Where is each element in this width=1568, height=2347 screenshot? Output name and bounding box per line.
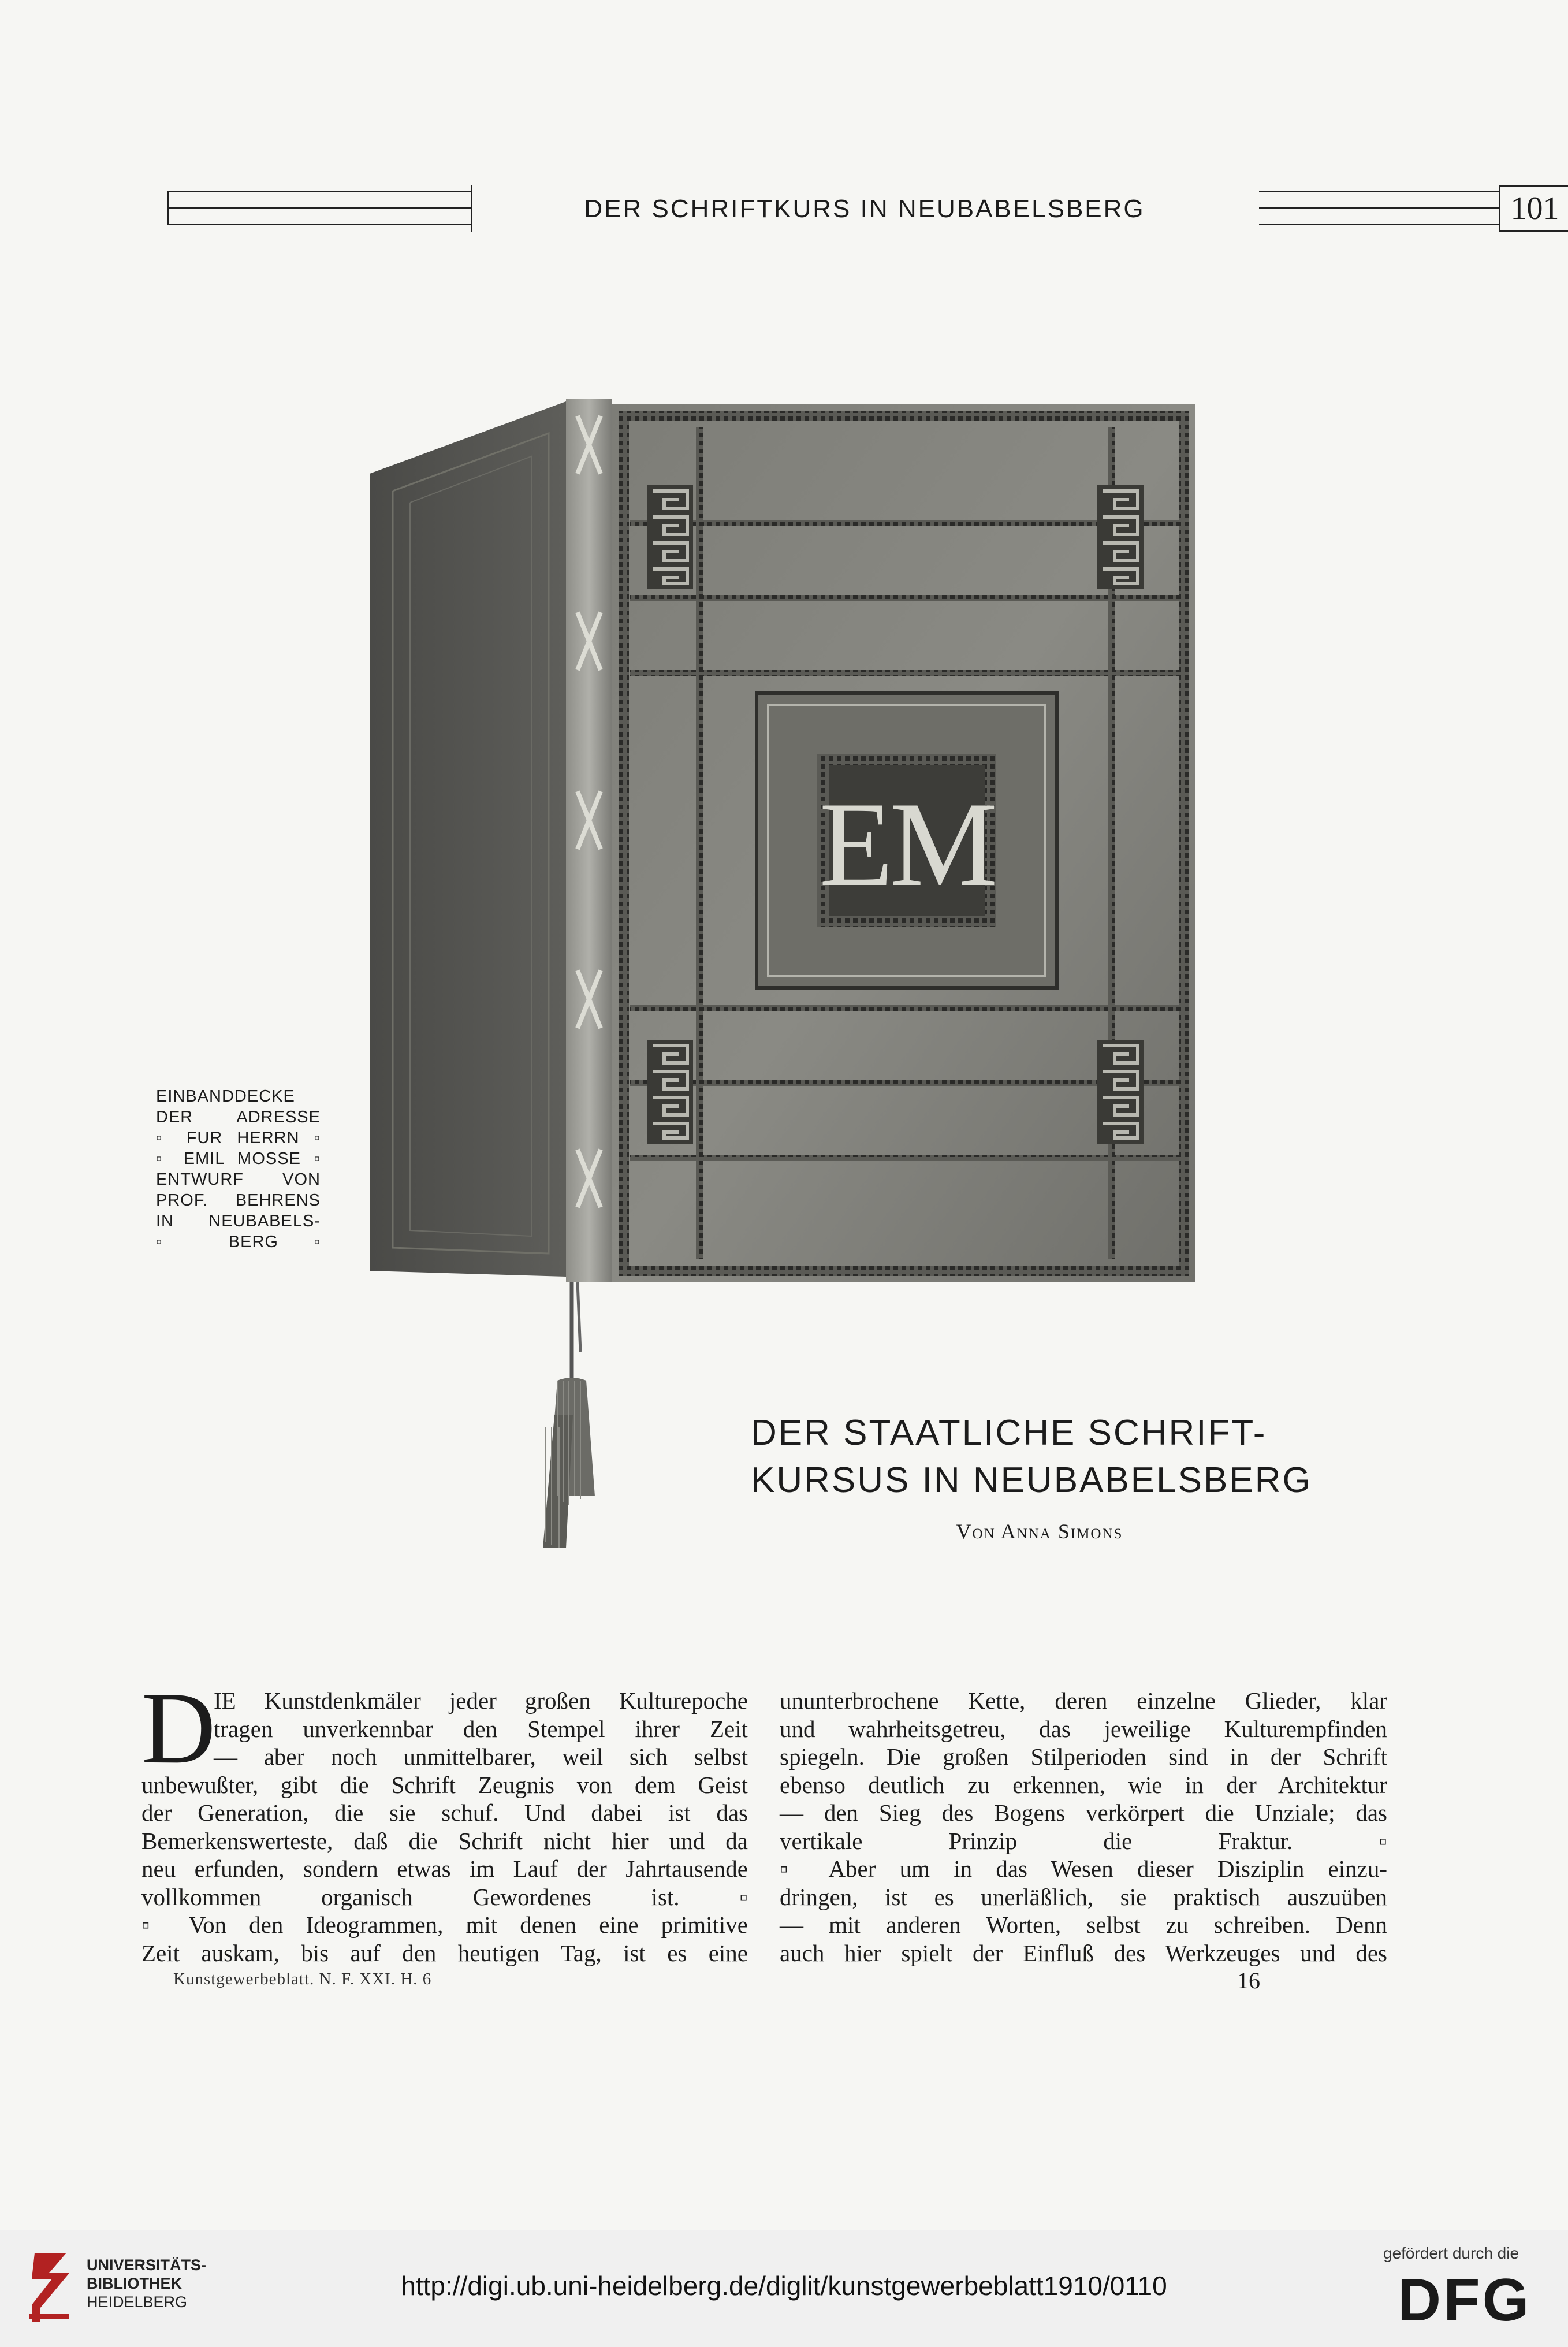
funding-note: gefördert durch die — [1383, 2244, 1519, 2262]
header-separator — [471, 185, 472, 232]
text-line: spiegeln. Die großen Stilperioden sind in der Schrift — [780, 1743, 1387, 1770]
text-line: Zeit auskam, bis auf den heutigen Tag, ist es eine — [141, 1939, 748, 1966]
monogram: EM — [819, 778, 995, 912]
text-line: tragen unverkennbar den Stempel ihrer Zeit — [214, 1715, 748, 1742]
header-rule-right — [1259, 191, 1499, 225]
dfg-logo[interactable]: DFG — [1398, 2267, 1532, 2334]
journal-footer: Kunstgewerbeblatt. N. F. XXI. H. 6 — [173, 1970, 432, 1988]
caption-line: DER ADRESSE — [156, 1108, 321, 1126]
signature-mark: 16 — [1237, 1967, 1260, 1993]
figure-caption — [156, 1086, 321, 1252]
page-number: 101 — [1499, 185, 1568, 232]
caption-line: PROF. BEHRENS — [156, 1191, 321, 1210]
text-line: ▫ Aber um in das Wesen dieser Disziplin einzu- — [780, 1855, 1387, 1882]
text-line: — mit anderen Worten, selbst zu schreiben. Denn — [780, 1911, 1387, 1938]
library-name-line: HEIDELBERG — [87, 2293, 188, 2311]
book-binding-image — [358, 399, 1201, 1554]
text-line: Bemerkenswerteste, daß die Schrift nicht hier und da — [141, 1827, 748, 1854]
header-rule-left — [167, 191, 471, 225]
article-title — [751, 1409, 1328, 1504]
library-name-line: BIBLIOTHEK — [87, 2275, 182, 2292]
caption-line: ▫ EMIL MOSSE ▫ — [156, 1150, 321, 1168]
text-line: auch hier spielt der Einfluß des Werkzeuges und des — [780, 1939, 1387, 1966]
article-title-line: KURSUS IN NEUBABELSBERG — [751, 1460, 1312, 1500]
text-line: vertikale Prinzip die Fraktur. ▫ — [780, 1827, 1387, 1854]
library-name-line: UNIVERSITÄTS- — [87, 2256, 207, 2274]
caption-line: IN NEUBABELS- — [156, 1212, 321, 1230]
text-line: — den Sieg des Bogens verkörpert die Unziale; das — [780, 1799, 1387, 1826]
text-line: ununterbrochene Kette, deren einzelne Glieder, klar — [780, 1687, 1387, 1714]
text-line: — aber noch unmittelbarer, weil sich selbst — [214, 1743, 748, 1770]
text-line: vollkommen organisch Gewordenes ist. ▫ — [141, 1883, 748, 1910]
caption-line: EINBANDDECKE — [156, 1087, 295, 1106]
text-line: der Generation, die sie schuf. Und dabei ist das — [141, 1799, 748, 1826]
text-line: IE Kunstdenkmäler jeder großen Kulturepoche — [214, 1687, 748, 1714]
caption-line: ▫ FUR HERRN ▫ — [156, 1129, 321, 1147]
text-line: ▫ Von den Ideogrammen, mit denen eine primitive — [141, 1911, 748, 1938]
text-column-left — [141, 1687, 748, 1967]
caption-line: ▫ BERG ▫ — [156, 1233, 321, 1251]
text-line: und wahrheitsgetreu, das jeweilige Kulturempfinden — [780, 1715, 1387, 1742]
caption-line: ENTWURF VON — [156, 1170, 321, 1189]
article-title-line: DER STAATLICHE SCHRIFT- — [751, 1413, 1267, 1453]
book-cover-illustration — [358, 399, 1201, 1554]
running-header — [167, 185, 1559, 232]
byline: Von Anna Simons — [956, 1520, 1123, 1543]
drop-cap: D — [141, 1671, 216, 1785]
permalink-url[interactable]: http://digi.ub.uni-heidelberg.de/diglit/kunstgewerbeblatt1910/0110 — [401, 2271, 1167, 2301]
text-line: unbewußter, gibt die Schrift Zeugnis von dem Geist — [141, 1771, 748, 1798]
running-title: DER SCHRIFTKURS IN NEUBABELSBERG — [584, 195, 1145, 223]
text-column-right — [780, 1687, 1387, 1967]
text-line: ebenso deutlich zu erkennen, wie in der Architektur — [780, 1771, 1387, 1798]
text-line: neu erfunden, sondern etwas im Lauf der Jahrtausende — [141, 1855, 748, 1882]
text-line: dringen, ist es unerläßlich, sie praktisch auszuüben — [780, 1883, 1387, 1910]
